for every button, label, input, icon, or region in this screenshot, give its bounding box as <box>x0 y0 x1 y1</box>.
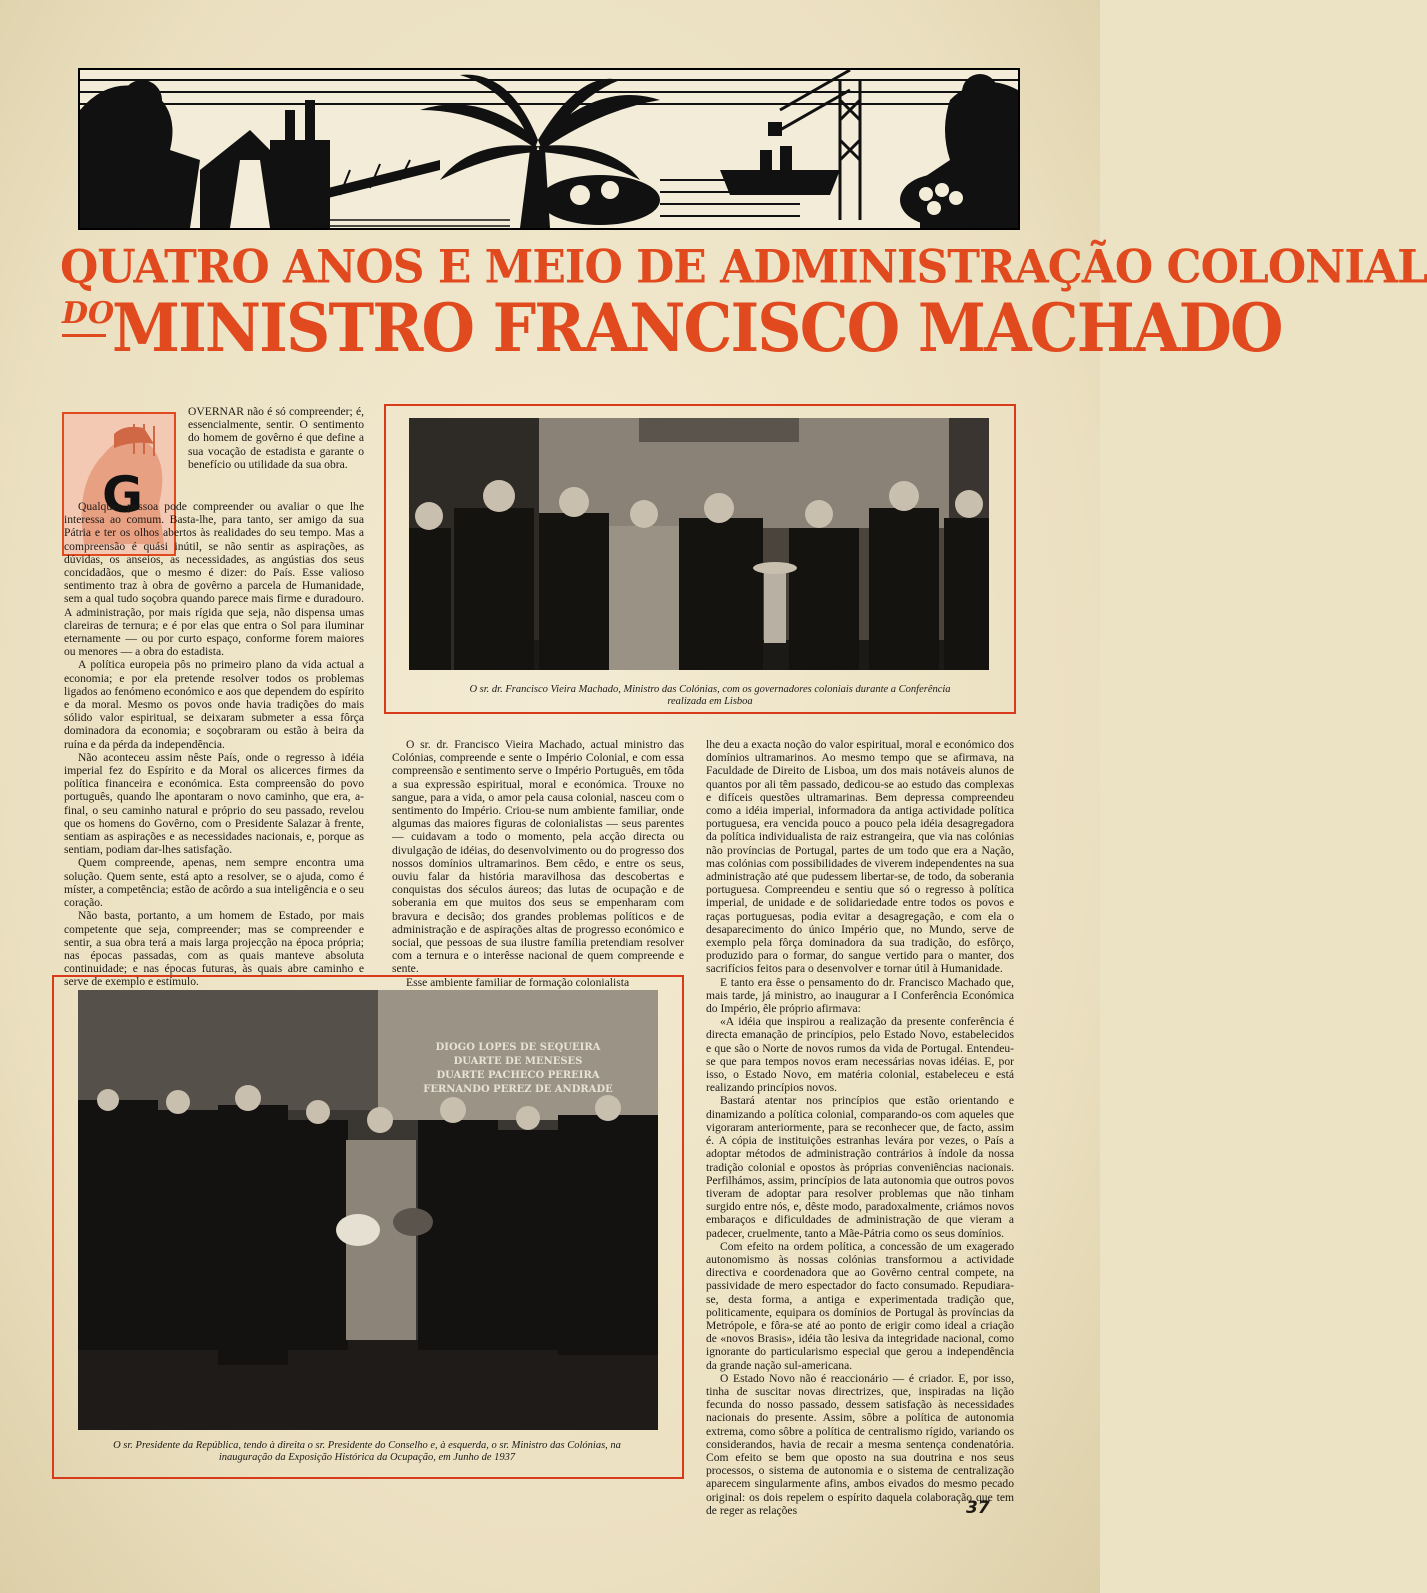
exhibition-photo <box>78 990 658 1430</box>
photo-caption-conference: O sr. dr. Francisco Vieira Machado, Ministro das Colónias, com os governadores coloniais durante a Conferência realizada em Lisboa <box>469 684 951 707</box>
article-paragraph: Qualquer pessoa pode compreender ou avaliar o que lhe interessa ao comum. Basta-lhe, para tanto, ser amigo da sua Pátria e ter os olhos abertos às realidades do seu tempo. Mas a compreensão é quási inútil, se não sentir as aspirações, as dúvidas, os anseios, as necessidades, as angústias dos seus concidadãos, que o mesmo é dizer: do País. Esse valioso sentimento traz à obra de govêrno a parcela de Humanidade, sem a qual tudo soçobra quando parece mais firme e duradouro. A administração, por mais rígida que seja, não dispensa umas clareiras de ternura; e é por elas que entra o Sol para iluminar eternamente — ou por curto espaço, conforme forem maiores ou menores — a obra do estadista. <box>64 500 364 659</box>
article-col2 <box>392 738 684 989</box>
wall-inscription: DIOGO LOPES DE SEQUEIRA <box>435 1042 601 1053</box>
conference-photo <box>409 418 989 670</box>
article-paragraph: Quem compreende, apenas, nem sempre encontra uma solução. Quem sente, está apto a resolver, se o ajuda, como é míster, a competência; estão de acôrdo a sua inteligência e o seu coração. <box>64 856 364 910</box>
drop-cap-letter: G <box>102 466 144 524</box>
headline-line-2 <box>58 289 1282 367</box>
headline-line-1: QUATRO ANOS E MEIO DE ADMINISTRAÇÃO COLONIAL <box>60 240 1427 295</box>
article-paragraph: Bastará atentar nos princípios que estão orientando e dinamizando a política colonial, comparando-os com aqueles que vigoraram anteriormente, para se reconhecer que, de facto, assim é. A cópia de instituições estranhas levára por vezes, o País a adoptar métodos de administração contrários à índole da nossa tradição colonial e opostos às próprias conveniências nacionais. Perfilhámos, assim, princípios de lata autonomia que outros povos tiveram de adoptar para resolver problemas que não tinham surgido entre nós, e, dêste modo, paradoxalmente, criámos novos embaraços e dificuldades de administração de que vieram a padecer, cruelmente, tanto a Mãe-Pátria como os seus domínios. <box>706 1094 1014 1240</box>
article-paragraph: lhe deu a exacta noção do valor espiritual, moral e económico dos domínios ultramarinos. Ao mesmo tempo que se afirmava, na Faculdade de Direito de Lisboa, um dos mais notáveis alunos de quantos por ali têm passado, dedicou-se ao estudo das complexas e difíceis questões ultramarinas. Bem depressa compreendeu como a idéia imperial, informadora da antiga actividade política portuguesa, era vencida pouco a pouco pela idéia desagregadora da política individualista de raiz estrangeira, que via nas colónias não províncias de Portugal, partes de um todo que era a Nação, mas colónias com possibilidades de viverem independentes na sua administração até que pudessem libertar-se, de todo, da soberania portuguesa. Compreendeu e sentiu que só o regresso à política imperial, de unidade e de solidariedade entre todos os povos e raças portuguesas, podia evitar a desagregação, e com ela o desaparecimento do único Império que, no Mundo, serve de exemplo pela fôrça dominadora da sua tradição, do esfôrço, produzido para o formar, do sangue vertido para o manter, dos sacrifícios feitos para o desenvolver e tornar útil à Humanidade. <box>706 738 1014 976</box>
wall-inscription: DUARTE DE MENESES <box>453 1056 583 1067</box>
photo-caption-exhibition: O sr. Presidente da República, tendo à direita o sr. Presidente do Conselho e, à esquerda, o sr. Ministro das Colónias, na inauguração da Exposição Histórica da Ocupação, em Junho de 1937 <box>113 1440 621 1463</box>
article-paragraph: «A idéia que inspirou a realização da presente conferência é directa emanação de princípios, pelo Estado Novo, estabelecidos e que são o Norte de novos rumos da vida de Portugal. Entendeu-se que para tempos novos eram necessárias novas idéias. E, por isso, o Estado Novo, em matéria colonial, estabeleceu e está realizando princípios novos. <box>706 1015 1014 1095</box>
wall-inscription: DUARTE PACHECO PEREIRA <box>436 1070 600 1081</box>
article-paragraph: A política europeia pôs no primeiro plano da vida actual a economia; e por ela pretende resolver todos os problemas ligados ao fenómeno económico e aos que dependem do espírito e da moral. Mesmo os povos onde havia tradições do mais sólido valor espiritual, se deixaram submeter a essa fôrça dominadora da economia; e soçobraram ou estão à beira da ruína e da pérda da independência. <box>64 658 364 751</box>
article-paragraph: Não aconteceu assim nêste País, onde o regresso à idéia imperial fez do Espírito e da Moral os alicerces firmes da política financeira e económica. Esta compreensão do povo português, quando lhe apontaram o novo caminho, que era, a-final, o seu caminho natural e próprio do seu passado, revelou que os homens do Govêrno, com o Presidente Salazar à frente, sentiam as aspirações e as necessidades nacionais, e, porque as sentiam, podiam dar-lhes satisfação. <box>64 750 364 857</box>
article-paragraph: E tanto era êsse o pensamento do dr. Francisco Machado que, mais tarde, já ministro, ao inaugurar a I Conferência Económica do Império, êle próprio afirmava: <box>706 975 1014 1016</box>
article-paragraph: Esse ambiente familiar de formação colonialista <box>406 975 630 989</box>
headline-minister-name: MINISTRO FRANCISCO MACHADO <box>112 289 1282 367</box>
article-col1-body <box>64 500 364 989</box>
wall-inscription: FERNANDO PEREZ DE ANDRADE <box>423 1084 613 1095</box>
article-intro-paragraph: OVERNAR não é só compreender; é, essencialmente, sentir. O sentimento do homem de govêrno é que define a sua vocação de estadista e garante o benefício ou utilidade da sua obra. <box>188 405 364 471</box>
article-paragraph: Com efeito na ordem política, a concessão de um exagerado autonomismo às nossas colónias transformou a actividade directiva e coordenadora que ao Govêrno central compete, na passividade de mero espectador do facto consumado. Repudiara-se, desta forma, a antiga e experimentada tradição que, politicamente, equipara os domínios de Portugal às províncias da Metrópole, e fôra-se até ao ponto de erigir como ideal a criação de «novos Brasis», idéia tão lesiva da integridade nacional, como ignorante do particularismo especial que gerou a independência da grande nação sul-americana. <box>706 1239 1014 1372</box>
page-number: 37 <box>966 1498 990 1518</box>
article-paragraph: O sr. dr. Francisco Vieira Machado, actual ministro das Colónias, compreende e sente o Império Colonial, e com essa compreensão e sentimento serve o Império Português, em tôda a sua expressão espiritual, moral e económica. Trouxe no sangue, para a vida, o amor pela causa colonial, nasceu com o sentimento do Império. Criou-se num ambiente familiar, onde algumas das maiores figuras de colonialistas — seus parentes — cuidavam a todo o momento, pela acção directa ou divulgação de idéias, do desenvolvimento ou do progresso dos nossos domínios ultramarinos. Bem cêdo, e entre os seus, ouviu falar da história maravilhosa das descobertas e conquistas dos séculos áureos; das lutas de ocupação e de soberania em que muitos dos seus se empenharam com bravura e decisão; dos grandes problemas políticos e de administração e de aspirações altas de progresso económico e social, que pessoas de sua ilustre família pretendiam resolver com a ternura e o interêsse nacional de quem compreende e sente. <box>392 738 684 976</box>
article-paragraph: Não basta, portanto, a um homem de Estado, por mais competente que seja, compreender; mas se compreender e sentir, a sua obra terá a mais larga projecção na época própria; nas épocas passadas, com as quais manteve absoluta continuidade; e nas épocas futuras, às quais abre caminho e serve de exemplo e estímulo. <box>64 909 364 989</box>
headline-prefix: DO <box>62 296 115 331</box>
header-woodcut-illustration <box>78 68 1020 230</box>
article-paragraph: O Estado Novo não é reaccionário — é criador. E, por isso, tinha de suscitar novas directrizes, que, inspiradas na lição fecunda do nosso passado, dessem satisfação às necessidades nacionais do presente. Assim, sôbre a política de autonomia extrema, como sôbre a política de centralismo rígido, variando os considerandos, havia de recair a mesma sentença condenatória. Com efeito se bem que oposto na sua doutrina e nos seus processos, o sistema de autonomia e o sistema de centralização aparecem singularmente afins, ambos eivados do mesmo pecado original: os dois repelem o espírito daquela colaboração que tem de reger as relações <box>706 1371 1014 1517</box>
